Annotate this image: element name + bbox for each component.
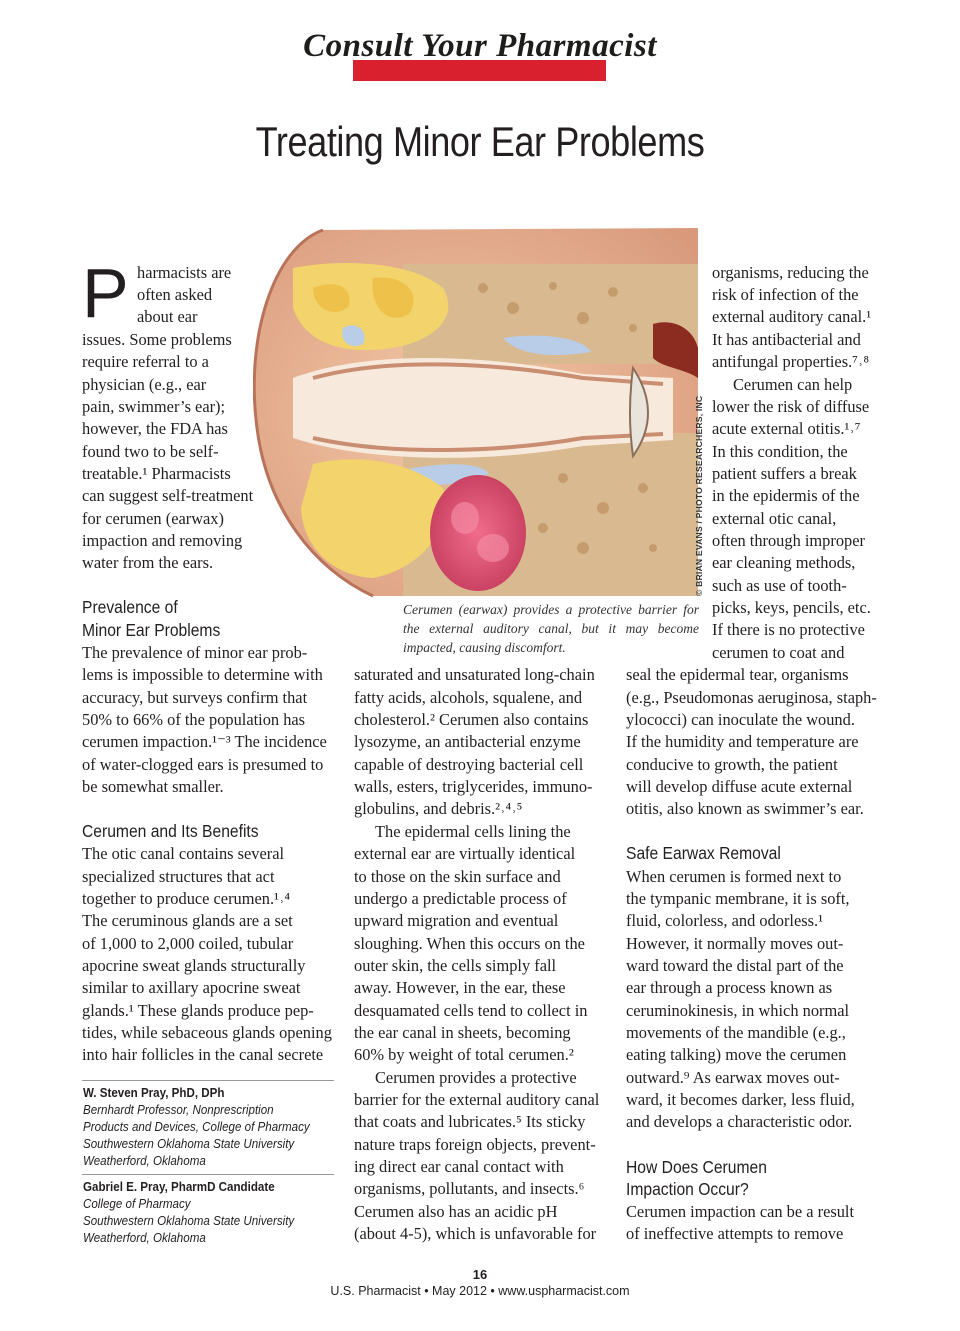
body-line: pain, swimmer’s ear);	[82, 397, 226, 416]
photo-credit: © BRIAN EVANS / PHOTO RESEARCHERS, INC	[694, 395, 704, 596]
body-line: patient suffers a break	[712, 464, 857, 483]
body-line: When cerumen is formed next to	[626, 867, 842, 886]
article-title: Treating Minor Ear Problems	[255, 118, 705, 165]
body-line: specialized structures that act	[82, 867, 275, 886]
body-line: sloughing. When this occurs on the	[354, 934, 585, 953]
body-line: walls, esters, triglycerides, immuno-	[354, 777, 593, 796]
body-line: the tympanic membrane, it is soft,	[626, 889, 850, 908]
body-line: lems is impossible to determine with	[82, 665, 323, 684]
body-line: lower the risk of diffuse	[712, 397, 870, 416]
author-affiliation: Southwestern Oklahoma State University	[83, 1214, 295, 1228]
body-line: The otic canal contains several	[82, 844, 285, 863]
body-line: ear through a process known as	[626, 978, 833, 997]
body-line: often through improper	[712, 531, 865, 550]
body-line: often asked	[137, 285, 213, 304]
body-line: eating talking) move the cerumen	[626, 1045, 847, 1064]
body-line: to those on the skin surface and	[354, 867, 561, 886]
author-affiliation: Products and Devices, College of Pharmacy	[83, 1120, 310, 1134]
body-line: ward toward the distal part of the	[626, 956, 844, 975]
page-number: 16	[472, 1267, 488, 1282]
body-line: Cerumen provides a protective	[375, 1068, 577, 1087]
body-line: for cerumen (earwax)	[82, 509, 224, 528]
body-line: desquamated cells tend to collect in	[354, 1001, 588, 1020]
body-line: will develop diffuse acute external	[626, 777, 853, 796]
body-line: ing direct ear canal contact with	[354, 1157, 564, 1176]
section-heading: Prevalence of	[82, 597, 178, 617]
author-name: W. Steven Pray, PhD, DPh	[83, 1086, 225, 1100]
body-line: It has antibacterial and	[712, 330, 861, 349]
body-line: physician (e.g., ear	[82, 375, 207, 394]
body-line: If the humidity and temperature are	[626, 732, 859, 751]
body-line: similar to axillary apocrine sweat	[82, 978, 301, 997]
body-line: water from the ears.	[82, 553, 214, 572]
body-line: external auditory canal.¹	[712, 307, 872, 326]
body-line: into hair follicles in the canal secrete	[82, 1045, 324, 1064]
body-line: The epidermal cells lining the	[375, 822, 571, 841]
body-line: of 1,000 to 2,000 coiled, tubular	[82, 934, 294, 953]
body-line: outer skin, the cells simply fall	[354, 956, 557, 975]
body-line: 50% to 66% of the population has	[82, 710, 306, 729]
body-line: 60% by weight of total cerumen.²	[354, 1045, 574, 1064]
body-line: fatty acids, alcohols, squalene, and	[354, 688, 583, 707]
body-line: ear cleaning methods,	[712, 553, 856, 572]
body-line: require referral to a	[82, 352, 209, 371]
author-rule	[82, 1080, 334, 1081]
body-line: antifungal properties.⁷˒⁸	[712, 352, 870, 371]
figure-caption: Cerumen (earwax) provides a protective barrier for the external auditory canal, but it may become impacted, causing discomfort.	[403, 602, 699, 655]
body-line: ceruminokinesis, in which normal	[626, 1001, 850, 1020]
footer-line: U.S. Pharmacist • May 2012 • www.uspharmacist.com	[330, 1284, 630, 1298]
body-line: barrier for the external auditory canal	[354, 1090, 600, 1109]
body-line: outward.⁹ As earwax moves out-	[626, 1068, 840, 1087]
column-title: Consult Your Pharmacist	[303, 28, 657, 64]
body-line: acute external otitis.¹˒⁷	[712, 419, 861, 438]
body-line: capable of destroying bacterial cell	[354, 755, 584, 774]
body-line: glands.¹ These glands produce pep-	[82, 1001, 314, 1020]
body-line: Cerumen impaction can be a result	[626, 1202, 855, 1221]
body-line: picks, keys, pencils, etc.	[712, 598, 871, 617]
body-line: Cerumen can help	[733, 375, 853, 394]
body-line: If there is no protective	[712, 620, 865, 639]
body-line: found two to be self-	[82, 442, 219, 461]
body-line: the ear canal in sheets, becoming	[354, 1023, 571, 1042]
body-line: however, the FDA has	[82, 419, 228, 438]
body-line: risk of infection of the	[712, 285, 859, 304]
body-line: globulins, and debris.²˒⁴˒⁵	[354, 799, 523, 818]
ear-anatomy-illustration	[253, 228, 698, 600]
section-heading: Impaction Occur?	[626, 1179, 749, 1199]
body-line: ward, it becomes darker, less fluid,	[626, 1090, 855, 1109]
body-line: cholesterol.² Cerumen also contains	[354, 710, 589, 729]
body-line: issues. Some problems	[82, 330, 232, 349]
body-line: that coats and lubricates.⁵ Its sticky	[354, 1112, 586, 1131]
body-line: conducive to growth, the patient	[626, 755, 838, 774]
body-line: (e.g., Pseudomonas aeruginosa, staph-	[626, 688, 877, 707]
body-line: movements of the mandible (e.g.,	[626, 1023, 846, 1042]
body-line: of ineffective attempts to remove	[626, 1224, 844, 1243]
body-line: seal the epidermal tear, organisms	[626, 665, 849, 684]
body-line: upward migration and eventual	[354, 911, 559, 930]
body-line: about ear	[137, 307, 198, 326]
author-affiliation: Weatherford, Oklahoma	[83, 1154, 206, 1168]
author-name: Gabriel E. Pray, PharmD Candidate	[83, 1180, 275, 1194]
body-line: lysozyme, an antibacterial enzyme	[354, 732, 581, 751]
body-line: undergo a predictable process of	[354, 889, 567, 908]
body-line: nature traps foreign objects, prevent-	[354, 1135, 596, 1154]
author-affiliation: College of Pharmacy	[83, 1197, 191, 1211]
body-line: However, it normally moves out-	[626, 934, 844, 953]
body-line: organisms, reducing the	[712, 263, 869, 282]
author-affiliation: Bernhardt Professor, Nonprescription	[83, 1103, 274, 1117]
body-line: cerumen to coat and	[712, 643, 845, 662]
author-rule	[82, 1174, 334, 1175]
body-line: together to produce cerumen.¹˒⁴	[82, 889, 291, 908]
body-line: The ceruminous glands are a set	[82, 911, 293, 930]
body-line: accuracy, but surveys confirm that	[82, 688, 308, 707]
body-line: harmacists are	[137, 263, 232, 282]
body-line: can suggest self-treatment	[82, 486, 254, 505]
section-heading: Safe Earwax Removal	[626, 843, 781, 863]
section-heading: Minor Ear Problems	[82, 620, 221, 640]
body-line: cerumen impaction.¹⁻³ The incidence	[82, 732, 327, 751]
body-line: saturated and unsaturated long-chain	[354, 665, 595, 684]
drop-cap: P	[82, 254, 129, 332]
body-line: of water-clogged ears is presumed to	[82, 755, 324, 774]
section-heading: How Does Cerumen	[626, 1157, 767, 1177]
body-line: (about 4-5), which is unfavorable for	[354, 1224, 597, 1243]
body-line: fluid, colorless, and odorless.¹	[626, 911, 824, 930]
body-line: The prevalence of minor ear prob-	[82, 643, 308, 662]
body-line: ylococci) can inoculate the wound.	[626, 710, 855, 729]
body-line: In this condition, the	[712, 442, 848, 461]
author-affiliation: Southwestern Oklahoma State University	[83, 1137, 295, 1151]
section-heading: Cerumen and Its Benefits	[82, 821, 259, 841]
body-line: tides, while sebaceous glands opening	[82, 1023, 332, 1042]
body-line: apocrine sweat glands structurally	[82, 956, 306, 975]
body-line: impaction and removing	[82, 531, 243, 550]
body-line: organisms, pollutants, and insects.⁶	[354, 1179, 585, 1198]
body-line: and develops a characteristic odor.	[626, 1112, 853, 1131]
body-line: be somewhat smaller.	[82, 777, 224, 796]
body-line: in the epidermis of the	[712, 486, 860, 505]
body-line: away. However, in the ear, these	[354, 978, 566, 997]
body-line: treatable.¹ Pharmacists	[82, 464, 231, 483]
body-line: Cerumen also has an acidic pH	[354, 1202, 558, 1221]
body-line: external ear are virtually identical	[354, 844, 576, 863]
author-affiliation: Weatherford, Oklahoma	[83, 1231, 206, 1245]
body-line: such as use of tooth-	[712, 576, 847, 595]
body-line: otitis, also known as swimmer’s ear.	[626, 799, 864, 818]
body-line: external otic canal,	[712, 509, 837, 528]
